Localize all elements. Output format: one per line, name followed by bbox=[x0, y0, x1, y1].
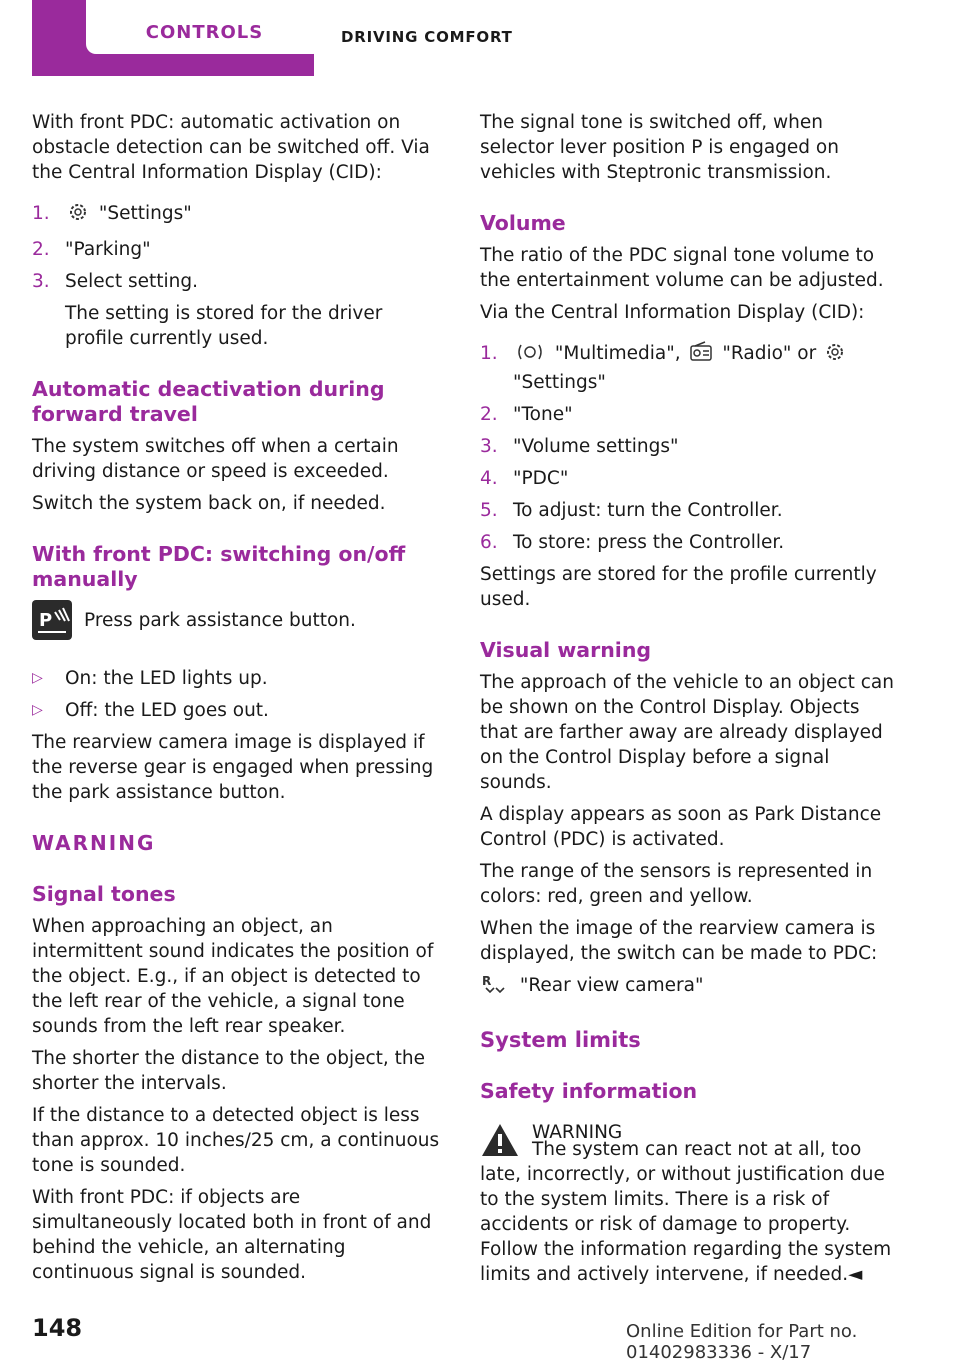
list-item: 2. "Parking" bbox=[32, 239, 151, 260]
left-column bbox=[32, 110, 444, 1285]
page-number: 148 bbox=[32, 1314, 83, 1342]
triangle-bullet-icon: ▷ bbox=[32, 702, 43, 718]
paragraph: The approach of the vehicle to an object can be shown on the Control Display. Objects that are farther away are already displayed on the Control Display before a signal sounds. bbox=[480, 672, 894, 793]
paragraph: The signal tone is switched off, when selector lever position P is engaged on vehicles with Steptronic transmission. bbox=[480, 112, 839, 183]
paragraph: When approaching an object, an intermittent sound indicates the position of the object. E.g., if an object is detected to the left rear of the vehicle, a signal tone sounds from the left rear speaker. bbox=[32, 916, 434, 1037]
step-note: The setting is stored for the driver profile currently used. bbox=[65, 303, 383, 349]
led-bullets bbox=[32, 666, 444, 723]
warning-text: The system can react not at all, too late, incorrectly, or without justification due to the system limits. There is a risk of accidents or risk of damage to property. Follow the information regarding the system limits and actively intervene, if needed.◄ bbox=[480, 1139, 892, 1285]
heading-safety-information: Safety information bbox=[480, 1079, 698, 1103]
right-column bbox=[480, 110, 900, 1287]
heading-manual-switch: With front PDC: switching on/off manually bbox=[32, 542, 406, 591]
svg-text:R: R bbox=[482, 974, 492, 988]
park-button-row bbox=[32, 608, 444, 650]
paragraph: When the image of the rearview camera is displayed, the switch can be made to PDC: bbox=[480, 918, 878, 964]
volume-steps bbox=[480, 341, 900, 555]
triangle-bullet-icon: ▷ bbox=[32, 670, 43, 686]
svg-text:P: P bbox=[39, 610, 53, 631]
list-item: 3. "Volume settings" bbox=[480, 436, 679, 457]
press-instruction: Press park assistance button. bbox=[84, 610, 356, 631]
list-item: 1. "Settings" bbox=[32, 201, 444, 230]
warning-triangle-icon bbox=[480, 1122, 520, 1162]
radio-icon bbox=[689, 341, 713, 370]
intro-paragraph: With front PDC: automatic activation on obstacle detection can be switched off. Via the Central Information Display (CID): bbox=[32, 112, 430, 183]
multimedia-icon bbox=[515, 341, 545, 370]
settings-steps bbox=[32, 201, 444, 351]
rear-camera-item: R "Rear view camera" bbox=[480, 973, 900, 1002]
section-title: DRIVING COMFORT bbox=[341, 28, 513, 46]
warning-label: WARNING bbox=[532, 1122, 623, 1143]
list-item: 2. "Tone" bbox=[480, 404, 573, 425]
edition-footer: Online Edition for Part no. 01402983336 - X/17 bbox=[626, 1321, 858, 1363]
paragraph: The system switches off when a certain driving distance or speed is exceeded. bbox=[32, 436, 399, 482]
paragraph: With front PDC: if objects are simultaneously located both in front of and behind the vehicle, an alternating continuous signal is sounded. bbox=[32, 1187, 432, 1283]
gear-icon bbox=[67, 201, 89, 230]
heading-auto-deactivation: Automatic deactivation during forward travel bbox=[32, 377, 385, 426]
paragraph: The rearview camera image is displayed if the reverse gear is engaged when pressing the park assistance button. bbox=[32, 732, 434, 803]
list-item: ▷ On: the LED lights up. bbox=[32, 668, 268, 689]
park-assist-icon bbox=[32, 600, 72, 640]
heading-signal-tones: Signal tones bbox=[32, 882, 176, 906]
rear-camera-icon bbox=[482, 973, 510, 1002]
chapter-tab bbox=[32, 0, 314, 76]
warning-block bbox=[480, 1120, 900, 1162]
heading-visual-warning: Visual warning bbox=[480, 638, 652, 662]
list-item: 3. Select setting. The setting is stored for the driver profile currently used. bbox=[32, 269, 444, 351]
paragraph: If the distance to a detected object is less than approx. 10 inches/25 cm, a continuous tone is sounded. bbox=[32, 1105, 440, 1176]
paragraph: Switch the system back on, if needed. bbox=[32, 493, 386, 514]
paragraph: The ratio of the PDC signal tone volume to the entertainment volume can be adjusted. bbox=[480, 245, 884, 291]
warning-label: WARNING bbox=[32, 831, 156, 855]
list-item: 6. To store: press the Controller. bbox=[480, 532, 785, 553]
chapter-tab-label: CONTROLS bbox=[145, 22, 264, 43]
paragraph: A display appears as soon as Park Distance Control (PDC) is activated. bbox=[480, 804, 882, 850]
list-item: ▷ Off: the LED goes out. bbox=[32, 700, 269, 721]
paragraph: Via the Central Information Display (CID): bbox=[480, 302, 865, 323]
heading-volume: Volume bbox=[480, 211, 566, 235]
paragraph: The range of the sensors is represented in colors: red, green and yellow. bbox=[480, 861, 873, 907]
gear-icon bbox=[824, 341, 846, 370]
list-item: 4. "PDC" bbox=[480, 468, 569, 489]
paragraph: The shorter the distance to the object, the shorter the intervals. bbox=[32, 1048, 426, 1094]
paragraph: Settings are stored for the profile currently used. bbox=[480, 564, 877, 610]
list-item: 5. To adjust: turn the Controller. bbox=[480, 500, 783, 521]
list-item: 1. "Multimedia", "Radio" or "Settings" bbox=[480, 341, 900, 395]
heading-system-limits: System limits bbox=[480, 1028, 641, 1052]
